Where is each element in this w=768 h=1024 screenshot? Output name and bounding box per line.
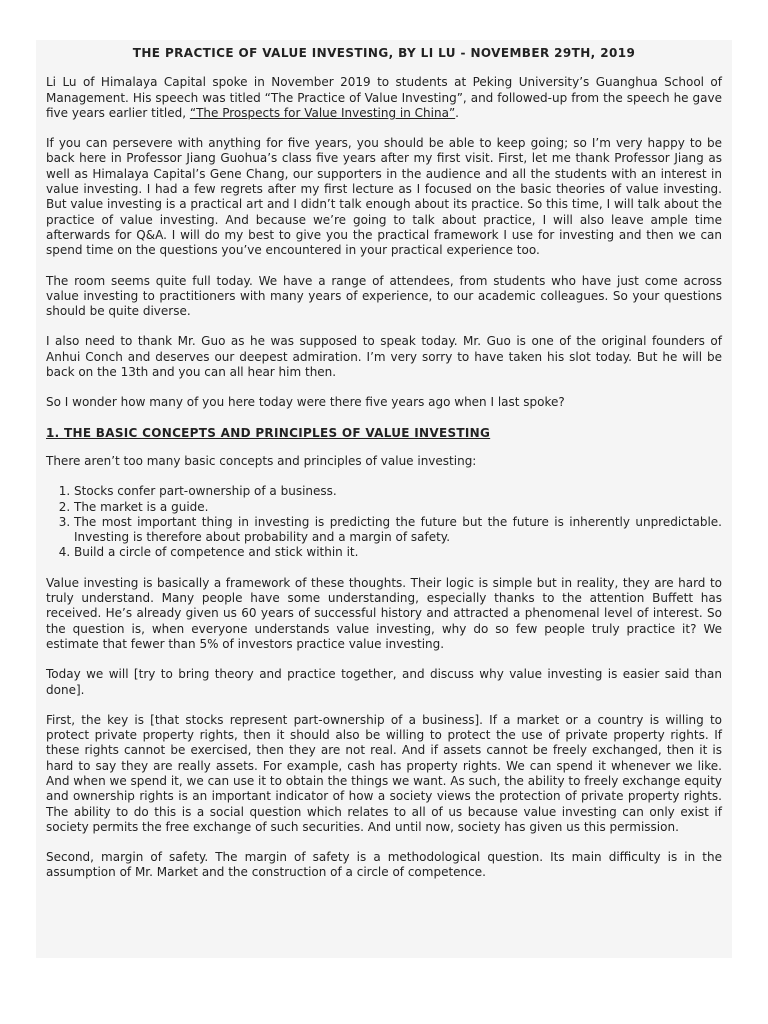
intro-end: .: [455, 105, 459, 120]
section-heading: 1. THE BASIC CONCEPTS AND PRINCIPLES OF VALUE INVESTING: [46, 425, 491, 440]
paragraph: Today we will [try to bring theory and practice together, and discuss why value investing is easier said than done].: [46, 667, 722, 697]
section-lead: There aren’t too many basic concepts and principles of value investing:: [46, 453, 477, 468]
paragraph: Second, margin of safety. The margin of safety is a methodological question. Its main difficulty is in the assumption of Mr. Market and the construction of a circle of competence.: [46, 850, 722, 880]
paragraph: The room seems quite full today. We have a range of attendees, from students who have just come across value investing to practitioners with many years of experience, to our academic colleagues. So your questions should be quite diverse.: [46, 273, 722, 319]
paragraph: I also need to thank Mr. Guo as he was supposed to speak today. Mr. Guo is one of the original founders of Anhui Conch and deserves our deepest admiration. I’m very sorry to have taken his slot today. But he will be back on the 13th and you can all hear him then.: [46, 334, 722, 380]
list-item: 2. The market is a guide.: [74, 500, 722, 515]
paragraph: Value investing is basically a framework of these thoughts. Their logic is simple but in reality, they are hard to truly understand. Many people have some understanding, especially thanks to the attention Buffett has received. He’s already given us 60 years of successful history and attracted a phenomenal level of interest. So the question is, when everyone understands value investing, why do so few people truly practice it? We estimate that fewer than 5% of investors practice value investing.: [46, 575, 722, 651]
intro-text: Li Lu of Himalaya Capital spoke in November 2019 to students at Peking University’s Guanghua School of Management. His speech was titled “The Practice of Value Investing”, and followed-up from the speech he gave five years earlier titled,: [46, 75, 722, 120]
document-title: THE PRACTICE OF VALUE INVESTING, BY LI LU - NOVEMBER 29TH, 2019: [132, 46, 636, 60]
intro-paragraph: [46, 75, 722, 121]
list-item: 4. Build a circle of competence and stick within it.: [74, 545, 722, 560]
prospects-link[interactable]: “The Prospects for Value Investing in China”: [189, 105, 456, 120]
list-item: 3. The most important thing in investing is predicting the future but the future is inherently unpredictable. Investing is therefore about probability and a margin of safety.: [74, 515, 722, 546]
document-page: [36, 40, 732, 958]
paragraph: If you can persevere with anything for five years, you should be able to keep going; so I’m very happy to be back here in Professor Jiang Guohua’s class five years after my first visit. First, let me thank Professor Jiang as well as Himalaya Capital’s Gene Chang, our supporters in the audience and all the students with an interest in value investing. I had a few regrets after my first lecture as I focused on the basic theories of value investing. But value investing is a practical art and I didn’t talk enough about its practice. So this time, I will talk about the practice of value investing. And because we’re going to talk about practice, I will also leave ample time afterwards for Q&A. I will do my best to give you the practical framework I use for investing and then we can spend time on the questions you’ve encountered in your practical experience too.: [46, 136, 722, 258]
paragraph: So I wonder how many of you here today were there five years ago when I last spoke?: [46, 395, 565, 410]
document-content: [46, 46, 722, 896]
principles-list: [46, 484, 722, 560]
list-item: 1. Stocks confer part-ownership of a business.: [74, 484, 722, 499]
paragraph: First, the key is [that stocks represent part-ownership of a business]. If a market or a country is willing to protect private property rights, then it should also be willing to protect the use of private property rights. If these rights cannot be exercised, then they are not real. And if assets cannot be freely exchanged, then it is hard to say they are really assets. For example, cash has property rights. We can spend it whenever we like. And when we spend it, we can use it to obtain the things we want. As such, the ability to freely exchange equity and ownership rights is an important indicator of how a society views the protection of private property rights. The ability to do this is a social question which relates to all of us because value investing can only exist if society permits the free exchange of such securities. And until now, society has given us this permission.: [46, 712, 722, 834]
